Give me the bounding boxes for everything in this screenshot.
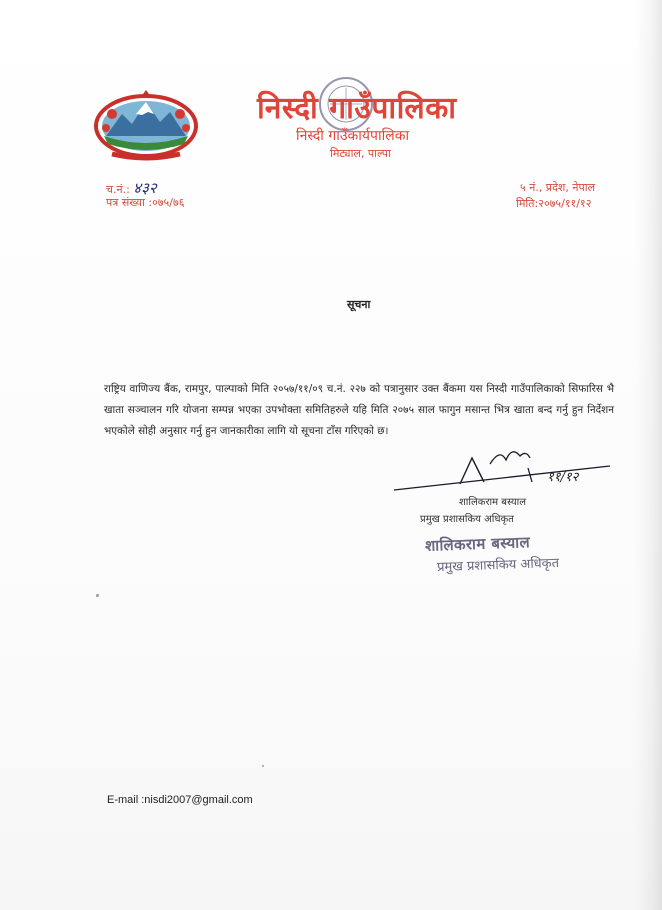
municipality-location: मिट्याल, पाल्पा — [330, 147, 391, 160]
paper-speck — [262, 765, 264, 767]
notice-heading: सूचना — [347, 298, 371, 311]
municipality-subtitle: निस्दी गाउँकार्यपालिका — [296, 128, 410, 144]
handwritten-reference-number: ४३२ — [133, 179, 157, 197]
stamp-signatory-name: शालिकराम बस्याल — [424, 533, 531, 555]
page-edge-shadow — [634, 0, 662, 910]
handwritten-signature — [390, 438, 620, 498]
nepal-government-emblem-icon — [92, 84, 200, 164]
letter-number: पत्र संख्या :०७५/७६ — [106, 196, 185, 209]
signatory-title: प्रमुख प्रशासकिय अधिकृत — [420, 514, 514, 525]
signature-date: ११/१२ — [547, 470, 579, 485]
letter-date: मिति:२०७५/११/१२ — [516, 197, 592, 210]
reference-label: च.नं.: — [106, 183, 130, 196]
notice-body: राष्ट्रिय वाणिज्य बैंक, रामपुर, पाल्पाको मिति २०५७/११/०९ च.नं. २२७ को पत्रानुसार उक्त बैंकमा यस निस्दी गाउँपालिकाको सिफारिस भै खाता सञ्चालन गरि योजना सम्पन्न भएका उपभोक्ता समितिहरुले यहि मिति २०७५ साल फागुन मसान्त भित्र खाता बन्द गर्नु हुन निर्देशन भएकोले सोही अनुसार गर्नु हुन जानकारीका लागि यो सूचना टाँस गरिएको छ। — [104, 383, 614, 437]
footer-email: E-mail :nisdi2007@gmail.com — [107, 794, 253, 806]
stamp-signatory-title: प्रमुख प्रशासकिय अधिकृत — [436, 555, 560, 576]
paper-speck — [96, 594, 99, 597]
signatory-name: शालिकराम बस्याल — [459, 497, 527, 508]
office-address: ५ नं., प्रदेश, नेपाल — [520, 181, 596, 194]
municipality-title: निस्दी गाउँपालिका — [257, 91, 457, 126]
